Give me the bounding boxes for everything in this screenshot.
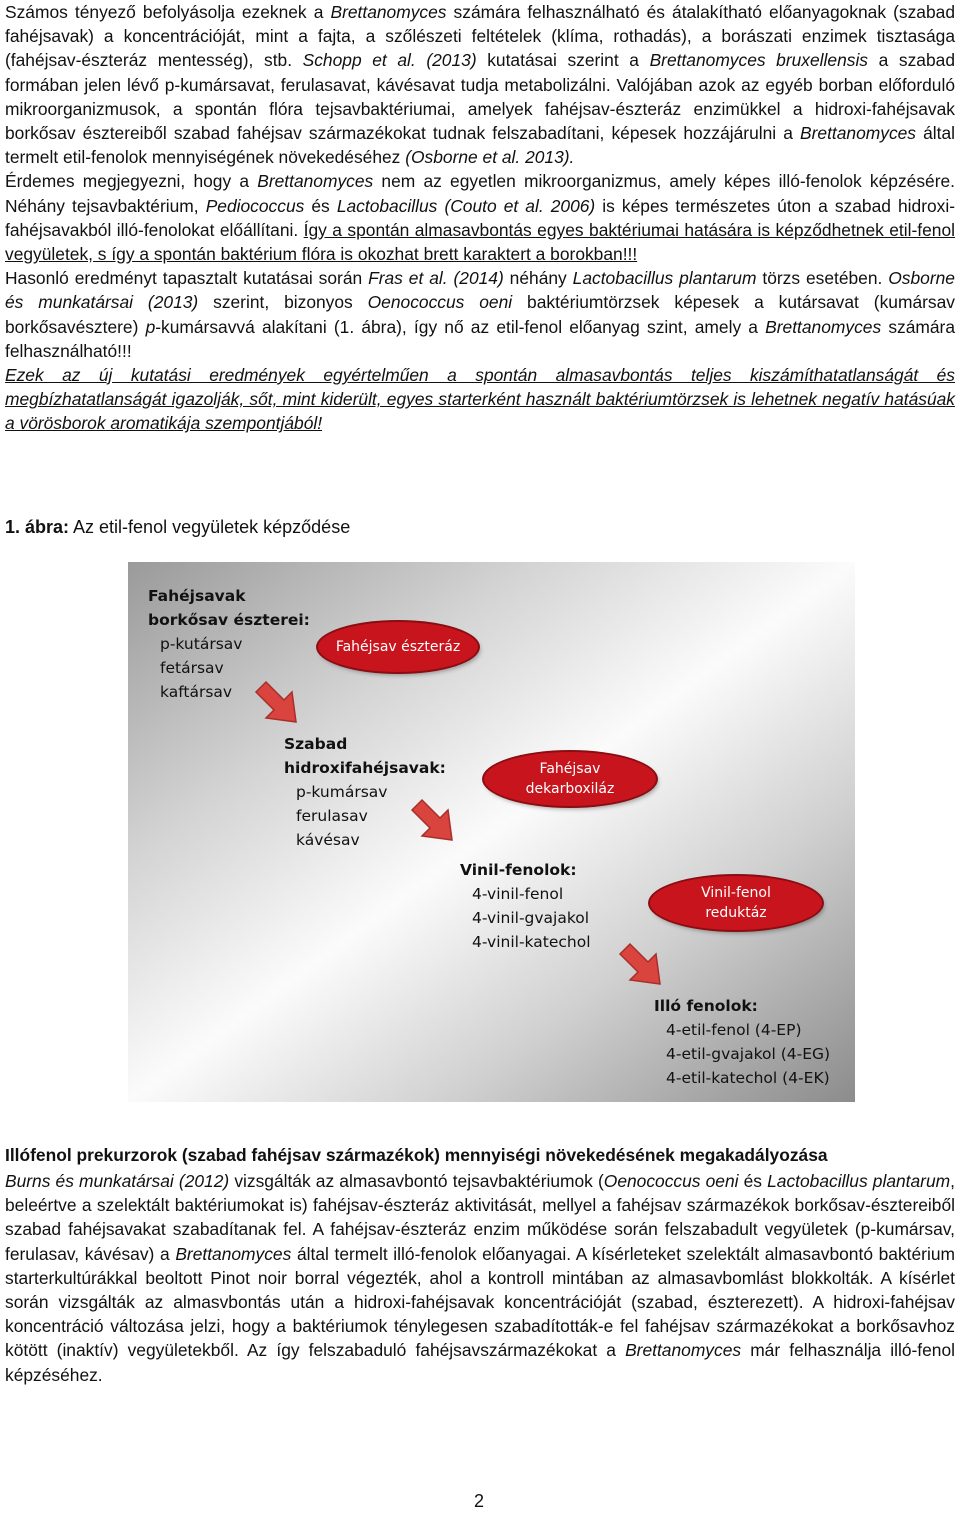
- enzyme-label: dekarboxiláz: [525, 781, 615, 797]
- species-name: Brettanomyces bruxellensis: [649, 50, 869, 71]
- text-run: a szabad formában jelen lévő p-kumársavat, ferulasavat, kávésavat tudja metabolizálni. Valójában azok az egyéb borban előforduló mikroorganizmusok, a spontán flóra tejsavbaktériumai, amelyek fahéjsav-észteráz enzimükkel a hidroxi-fahéjsavak borkősav észtereiből szabad fahéjsav származékokat tudnak felszabadítani, képesek hozzájárulni a: [5, 50, 955, 144]
- text-run: törzs esetében.: [756, 268, 889, 289]
- compound-name: fetársav: [160, 659, 224, 677]
- species-name: Oenococcus oeni: [603, 1171, 739, 1191]
- group-title: Vinil-fenolok:: [460, 861, 577, 879]
- enzyme-decarboxylase: [484, 752, 656, 806]
- compound-name: 4-etil-fenol (4-EP): [666, 1021, 802, 1039]
- citation: Osborne és munkatársai (2013): [5, 268, 955, 313]
- ethylphenol-pathway-diagram: [128, 562, 855, 1102]
- text-run: , beleértve a szelektált baktériumokat is) fahéjsav-észteráz aktivitását, mellyel a fahéjsav származékok borkősav-észtereiből szabad fahéjsavakat szabadítanak fel. A fahéjsav-észteráz enzim működése során felszabadult vegyületek (p-kumársav, ferulasav, kávésav) a: [5, 1171, 955, 1264]
- page-number: 2: [474, 1491, 485, 1511]
- citation: Fras et al.: [368, 268, 448, 289]
- compound-name: 4-vinil-gvajakol: [472, 909, 590, 927]
- compound-name: 4-vinil-fenol: [472, 885, 564, 903]
- figure-title: Az etil-fenol vegyületek képződése: [69, 517, 351, 537]
- group-title: Illó fenolok:: [654, 997, 758, 1015]
- enzyme-label: Fahéjsav észteráz: [335, 639, 461, 655]
- compound-name: ferulasav: [296, 807, 368, 825]
- text-run: által termelt etil-fenolok mennyiségének növekedéséhez: [5, 123, 956, 168]
- group-title: hidroxifahéjsavak:: [284, 759, 446, 777]
- underlined-conclusion: Ezek az új kutatási eredmények egyértelműen a spontán almasavbontás teljes kiszámíthatatlanságát és megbízhatatlanságát igazolják, sőt, mint kiderült, egyes starterként használt baktériumtörzsek is lehetnek negatív hatásúak a vörösborok aromatikája szempontjából!: [5, 365, 955, 434]
- text-run: is képes természetes úton a szabad hidroxi-fahéjsavakból illó-fenolokat előállítani.: [5, 195, 956, 240]
- text-run: nem az egyetlen mikroorganizmus, amely képes illó-fenolok képzésére. Néhány tejsavbaktérium,: [5, 171, 955, 216]
- group-title: borkősav észterei:: [148, 611, 310, 629]
- text-run: baktériumtörzsek képesek a kutársavat (kumársav borkősavésztere): [5, 292, 955, 337]
- citation: Schopp et al.: [302, 50, 416, 71]
- body-paragraph: [5, 1169, 955, 1387]
- group-title: Szabad: [284, 735, 348, 753]
- text-run: és: [738, 1171, 768, 1191]
- section-heading: Illófenol prekurzorok (szabad fahéjsav származékok) mennyiségi növekedésének megakadályozása: [5, 1145, 828, 1165]
- species-name: Brettanomyces: [257, 171, 374, 192]
- enzyme-label: reduktáz: [705, 905, 767, 921]
- citation-year: 2006): [543, 195, 596, 216]
- text-run: szerint, bizonyos: [198, 292, 368, 313]
- text-run: számára felhasználható és átalakítható előanyagoknak (szabad fahéjsavak) a koncentrációját, mint a fajta, a szőlészeti feltételek (klíma, rothadás), a borászati enzimek tisztasága (fahéjsav-észteráz mentesség), stb.: [5, 2, 955, 71]
- compound-name: 4-etil-gvajakol (4-EG): [666, 1045, 831, 1063]
- species-name: Brettanomyces: [175, 1243, 292, 1264]
- species-name: Pediococcus: [205, 195, 305, 216]
- citation-year: (2014): [447, 268, 504, 289]
- species-name: Lactobacillus (Couto et al.: [336, 195, 544, 216]
- vinylphenol-group: [460, 858, 591, 954]
- species-name: Lactobacillus plantarum: [767, 1171, 951, 1191]
- text-run: néhány: [503, 268, 573, 289]
- group-title: Fahéjsavak: [148, 587, 246, 605]
- citation: Burns és munkatársai (2012): [5, 1171, 230, 1191]
- compound-name: 4-etil-katechol (4-EK): [666, 1069, 830, 1087]
- text-run: Érdemes megjegyezni, hogy a: [5, 171, 258, 192]
- text-run: kutatásai szerint a: [476, 50, 650, 71]
- text-run: Hasonló eredményt tapasztalt kutatásai során: [5, 268, 369, 289]
- text-run: vizsgálták az almasavbontó tejsavbaktériumok (: [229, 1171, 604, 1191]
- compound-name: 4-vinil-katechol: [472, 933, 591, 951]
- enzyme-reductase: [650, 876, 822, 930]
- compound-name: p-kutársav: [160, 635, 243, 653]
- text-run: p: [145, 316, 156, 337]
- compound-name: kávésav: [296, 831, 360, 849]
- compound-name: p-kumársav: [296, 783, 388, 801]
- enzyme-label: Vinil-fenol: [701, 885, 771, 901]
- citation: (Osborne et al. 2013).: [405, 147, 575, 168]
- species-name: Brettanomyces: [625, 1340, 742, 1361]
- species-name: Lactobacillus plantarum: [572, 268, 757, 289]
- arrow-right-down-icon: [252, 678, 304, 730]
- arrow-right-down-icon: [408, 796, 460, 848]
- underlined-statement: Így a spontán almasavbontás egyes baktériumai hatására is képződhetnek etil-fenol vegyületek, s így a spontán baktérium flóra is okozhat brett karaktert a borokban!!!: [5, 219, 955, 265]
- species-name: Brettanomyces: [330, 2, 447, 22]
- text-run: számára felhasználható!!!: [5, 316, 956, 361]
- citation-year: (2013): [415, 50, 477, 71]
- arrow-right-down-icon: [616, 940, 668, 992]
- text-run: már felhasználja illó-fenol képzéséhez.: [5, 1340, 955, 1385]
- figure-number: 1. ábra:: [5, 517, 70, 537]
- species-name: Brettanomyces: [800, 123, 917, 144]
- compound-name: kaftársav: [160, 683, 233, 701]
- text-run: -kumársavvá alakítani (1. ábra), így nő az etil-fenol előanyag szint, amely a: [155, 316, 766, 337]
- species-name: Brettanomyces: [765, 316, 882, 337]
- figure-caption: [5, 517, 350, 538]
- text-run: Számos tényező befolyásolja ezeknek a: [5, 2, 331, 22]
- enzyme-label: Fahéjsav: [539, 761, 601, 777]
- text-run: és: [304, 195, 337, 216]
- species-name: Oenococcus oeni: [367, 292, 513, 313]
- volatile-phenol-group: [654, 994, 830, 1090]
- enzyme-esterase: [318, 622, 478, 672]
- text-run: által termelt illó-fenolok előanyagai. A kísérleteket szelektált almasavbontó baktérium starterkultúrákkal beoltott Pinot noir borral végezték, ahol a kontroll mintában az almasavbomlást blokkolták. A kísérlet során vizsgálták az almasvbontás után a hidroxi-fahéjsavak koncentrációját (szabad, észterezett). A hidroxi-fahéjsav koncentráció változása jelzi, hogy a baktériumok ténylegesen szabadították-e fel fahéjsav származékokat a borkősavhoz kötött (inaktív) vegyületekből. Az így felszabaduló fahéjsavszármazékokat a: [5, 1243, 955, 1361]
- intro-paragraph: [5, 0, 955, 436]
